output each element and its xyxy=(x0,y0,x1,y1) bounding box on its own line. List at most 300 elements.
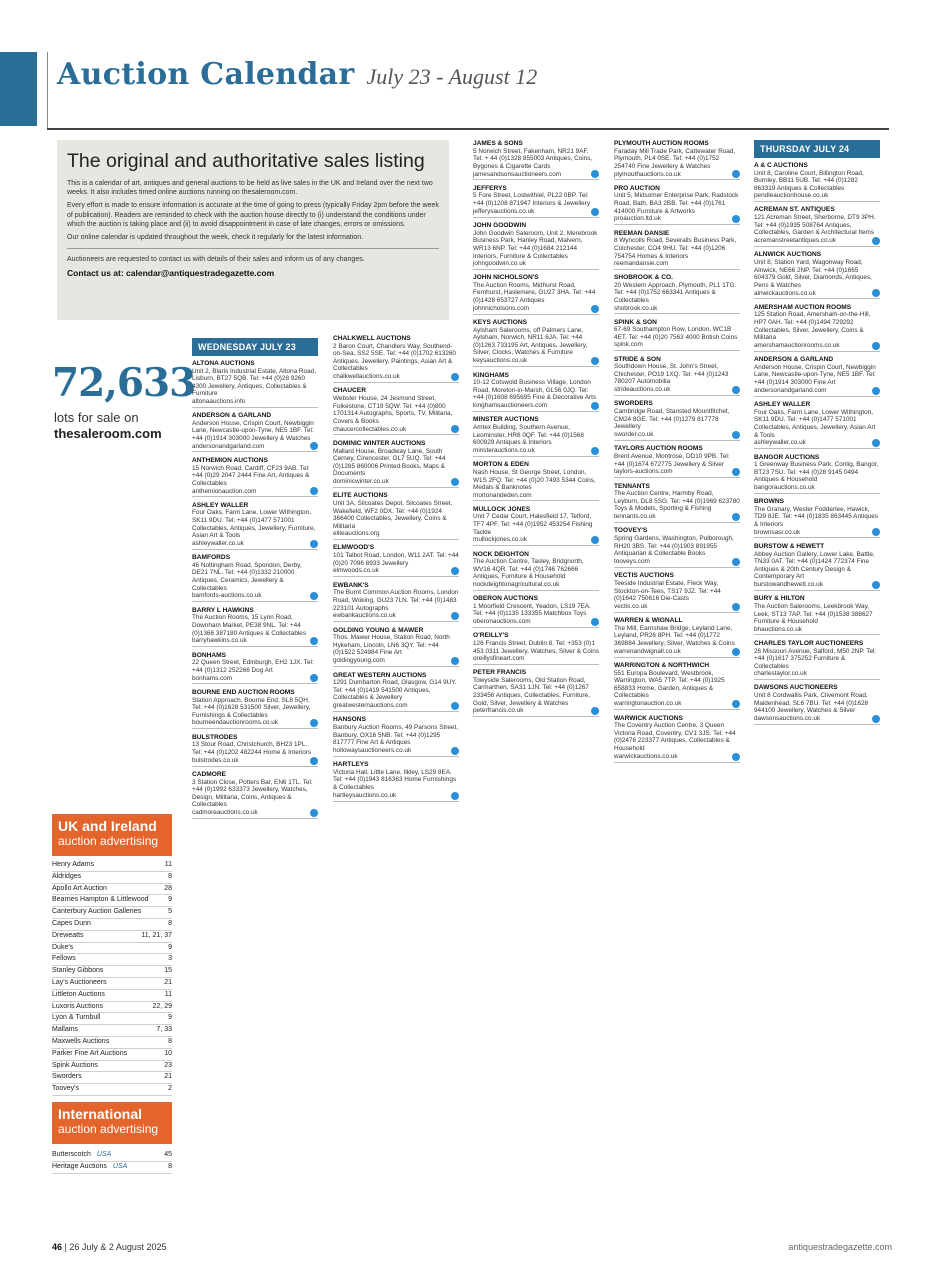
adv-page: 2 xyxy=(168,1085,172,1093)
online-check-icon xyxy=(451,373,459,381)
auction-entry xyxy=(192,412,318,452)
auction-name: AMERSHAM AUCTION ROOMS xyxy=(754,303,852,311)
adv-row[interactable] xyxy=(52,943,172,955)
title-dates: July 23 - August 12 xyxy=(366,64,538,89)
auction-url-row[interactable] xyxy=(614,648,740,658)
auction-url-row[interactable] xyxy=(754,528,880,538)
auction-details: Unit 5, Midsomer Enterprise Park, Radstock Road, Bath, BA3 2BB. Tel: +44 (0)1761 414000 Furniture & Artworks xyxy=(614,192,739,215)
auction-entry xyxy=(754,640,880,680)
auction-url[interactable]: jefferysauctions.co.uk xyxy=(473,207,535,215)
adv-row[interactable] xyxy=(52,1025,172,1037)
auction-entry xyxy=(754,401,880,449)
auction-url[interactable]: sworder.co.uk xyxy=(614,431,654,439)
auction-entry xyxy=(754,206,880,246)
auction-url-row[interactable] xyxy=(614,468,740,478)
auction-url-row[interactable] xyxy=(192,637,318,647)
online-check-icon xyxy=(451,702,459,710)
listing-column-5 xyxy=(754,140,880,729)
auction-url[interactable]: alnwickauctions.co.uk xyxy=(754,289,816,297)
auction-url-row[interactable] xyxy=(473,305,599,315)
auction-name: DAWSONS AUCTIONEERS xyxy=(754,684,838,692)
auction-url[interactable]: mullockjones.co.uk xyxy=(473,536,527,544)
auction-name: MINSTER AUCTIONS xyxy=(473,416,539,424)
auction-url[interactable]: burstowandhewett.co.uk xyxy=(754,581,823,589)
adv-row[interactable] xyxy=(52,1013,172,1025)
auction-url[interactable]: ewbankauctions.co.uk xyxy=(333,612,396,620)
adv-name: Sworders xyxy=(52,1073,82,1081)
auction-details: 13 Stour Road, Christchurch, BH23 1PL. Tel: +44 (0)1202 482244 Home & Interiors xyxy=(192,741,312,756)
adv-name: Apollo Art Auction xyxy=(52,884,107,892)
online-check-icon xyxy=(310,719,318,727)
auction-details: 26 Missouri Avenue, Salford, M50 2NP. Tel: +44 (0)1617 375252 Furniture & Collectables xyxy=(754,647,877,670)
auction-name: BURY & HILTON xyxy=(754,595,805,603)
auction-url-row[interactable] xyxy=(333,657,459,667)
auction-entry xyxy=(473,461,599,501)
auction-url[interactable]: vectis.co.uk xyxy=(614,602,648,610)
auction-url[interactable]: brownsasr.co.uk xyxy=(754,528,801,536)
auction-url[interactable]: spink.com xyxy=(614,341,643,349)
adv-row[interactable] xyxy=(52,1002,172,1014)
online-check-icon xyxy=(732,700,740,708)
auction-url[interactable]: johnnicholsons.com xyxy=(473,304,530,312)
auction-entry xyxy=(754,498,880,538)
footer-site[interactable]: antiquestradegazette.com xyxy=(788,1242,892,1252)
auction-url[interactable]: warwickauctions.co.uk xyxy=(614,752,678,760)
auction-name: PLYMOUTH AUCTION ROOMS xyxy=(614,140,709,147)
auction-name: JEFFERYS xyxy=(473,184,507,192)
auction-url[interactable]: warringtonauction.co.uk xyxy=(614,700,682,708)
auction-details: Cambridge Road, Stansted Mountfitchet, CM24 8GE. Tel: +44 (0)1279 817778 Jewellery xyxy=(614,408,730,431)
auction-url[interactable]: bulstrodes.co.uk xyxy=(192,756,239,764)
auction-url[interactable]: chaucercollectables.co.uk xyxy=(333,425,407,433)
adv-row[interactable] xyxy=(52,907,172,919)
auction-url-row[interactable] xyxy=(473,581,599,591)
auction-name: KINGHAMS xyxy=(473,371,509,379)
auction-url[interactable]: minsterauctions.co.uk xyxy=(473,447,535,455)
auction-details: 3 Station Close, Potters Bar, EN6 1TL. Tel: +44 (0)1992 633373 Jewellery, Watches, Design, Militaria, Coins, Antiques & Collectables xyxy=(192,778,313,809)
auction-url[interactable]: hartleysauctions.co.uk xyxy=(333,791,397,799)
adv-name: Fellows xyxy=(52,955,76,963)
auction-details: Abbey Auction Gallery, Lower Lake, Battle, TN33 0AT. Tel: +44 (0)1424 772374 Fine Antiques & 20th Century Design & Contemporary Art xyxy=(754,550,875,581)
adv-name: Spink Auctions xyxy=(52,1061,98,1069)
auction-entry xyxy=(754,684,880,724)
auction-entry xyxy=(473,372,599,412)
auction-entry xyxy=(754,595,880,635)
auction-url[interactable]: andersonandgarland.com xyxy=(192,442,265,450)
auction-url-row[interactable] xyxy=(473,170,599,180)
auction-details: Spring Gardens, Washington, Pulborough, RH20 3BS. Tel: +44 (0)1903 891955 Antiquarian & Collectable Books xyxy=(614,535,734,558)
auction-url[interactable]: oberonauctions.com xyxy=(473,618,531,626)
adv-page: 7, 33 xyxy=(156,1026,172,1034)
auction-name: VECTIS AUCTIONS xyxy=(614,572,674,580)
adv-row[interactable] xyxy=(52,1049,172,1061)
uk-adv-sub: auction advertising xyxy=(58,834,159,848)
auction-url[interactable]: barryhawkins.co.uk xyxy=(192,637,247,645)
adv-row[interactable] xyxy=(52,1150,172,1162)
adv-row[interactable] xyxy=(52,895,172,907)
adv-name: Duke's xyxy=(52,943,74,951)
auction-entry xyxy=(614,527,740,567)
contact-email[interactable]: Contact us at: calendar@antiquestradegazette.com xyxy=(67,268,275,279)
auction-entry xyxy=(614,356,740,396)
online-check-icon xyxy=(872,289,880,297)
auction-url-row[interactable] xyxy=(614,700,740,710)
auction-entry xyxy=(614,185,740,225)
uk-adv-heading: UK and Ireland xyxy=(58,818,157,834)
auction-url-row[interactable] xyxy=(333,425,459,435)
auction-details: 121 Acreman Street, Sherborne, DT9 3PH. Tel: +44 (0)1935 508764 Antiques, Collectables, Garden & Architectural Items xyxy=(754,214,876,237)
auction-entry xyxy=(614,715,740,763)
auction-url-row[interactable] xyxy=(754,439,880,449)
auction-name: JOHN NICHOLSON'S xyxy=(473,274,539,282)
auction-url[interactable]: bourneendauctionrooms.co.uk xyxy=(192,719,278,727)
lots-line2[interactable]: thesaleroom.com xyxy=(54,426,162,441)
auction-entry xyxy=(333,761,459,801)
auction-entry xyxy=(614,274,740,314)
auction-url-row[interactable] xyxy=(473,536,599,546)
intro-para2: Every effort is made to ensure information is accurate at the time of going to press (typically Friday 2pm before the week of publication). Readers are reminded to check with the auction house directly to (i) understand the conditions under which the auction is taking place and (ii) to avoid disappointment in case of late changes, errors or omissions. xyxy=(67,202,439,228)
auction-entry xyxy=(473,319,599,367)
adv-name: Maxwells Auctions xyxy=(52,1037,110,1045)
auction-url[interactable]: anthemionauction.com xyxy=(192,487,257,495)
adv-row[interactable] xyxy=(52,1084,172,1096)
online-check-icon xyxy=(310,809,318,817)
auction-name: BROWNS xyxy=(754,498,785,506)
adv-row[interactable] xyxy=(52,860,172,872)
adv-row[interactable] xyxy=(52,919,172,931)
auction-url-row[interactable] xyxy=(614,753,740,763)
auction-url[interactable]: tennants.co.uk xyxy=(614,513,656,521)
adv-page: 8 xyxy=(168,1037,172,1045)
online-check-icon xyxy=(310,674,318,682)
auction-url-row[interactable] xyxy=(754,237,880,247)
adv-name: Lay's Auctioneers xyxy=(52,978,107,986)
auction-url-row[interactable] xyxy=(333,792,459,802)
adv-row[interactable] xyxy=(52,978,172,990)
auction-name: JOHN GOODWIN xyxy=(473,222,527,230)
auction-entry xyxy=(754,543,880,591)
auction-name: TENNANTS xyxy=(614,482,650,490)
auction-entry xyxy=(754,162,880,202)
adv-name: Bearnes Hampton & Littlewood xyxy=(52,896,149,904)
online-check-icon xyxy=(591,357,599,365)
auction-name: ACREMAN ST. ANTIQUES xyxy=(754,206,835,214)
adv-row[interactable] xyxy=(52,1162,172,1174)
auction-url[interactable]: jamesandsonsauctioneers.com xyxy=(473,170,562,178)
auction-details: Amtex Building, Southern Avenue, Leominster, HR6 0QF. Tel: +44 (0)1568 600929 Antiques & Interiors xyxy=(473,424,584,447)
auction-url[interactable]: amershamauctionrooms.co.uk xyxy=(754,341,840,349)
auction-url[interactable]: greatwesternauctions.com xyxy=(333,702,408,710)
auction-url[interactable]: chalkwellauctions.co.uk xyxy=(333,373,400,381)
adv-page: 23 xyxy=(164,1061,172,1069)
auction-url-row[interactable] xyxy=(333,747,459,757)
auction-details: 8 Wyncolls Road, Severalls Business Park, Colchester, CO4 9HU. Tel: +44 (0)1206 754754 Homes & Interiors xyxy=(614,237,737,260)
auction-url-row[interactable] xyxy=(754,581,880,591)
auction-details: The Mill, Earnshaw Bridge, Leyland Lane, Leyland, PR26 8PH. Tel: +44 (0)1772 369884 Jewellery, Silver, Watches & Coins xyxy=(614,624,735,647)
auction-name: WARRINGTON & NORTHWICH xyxy=(614,662,710,670)
auction-details: The Auction Centre, Tasley, Bridgnorth, WV16 4QR. Tel: +44 (0)1746 762666 Antiques, Furniture & Household xyxy=(473,558,584,581)
auction-url[interactable]: reemandansie.com xyxy=(614,260,669,268)
online-check-icon xyxy=(451,478,459,486)
adv-row[interactable] xyxy=(52,1037,172,1049)
auction-url-row[interactable] xyxy=(473,707,599,717)
auction-url-row[interactable] xyxy=(192,398,318,408)
auction-url-row[interactable] xyxy=(192,674,318,684)
adv-row[interactable] xyxy=(52,1072,172,1084)
auction-url[interactable]: tooveys.com xyxy=(614,558,650,566)
auction-details: 125 Station Road, Amersham-on-the-Hill, HP7 0AH. Tel: +44 (0)1494 729292 Collectables, Silver, Jewellery, Coins & Militaria xyxy=(754,311,871,342)
auction-url-row[interactable] xyxy=(192,487,318,497)
auction-url-row[interactable] xyxy=(333,530,459,540)
auction-url[interactable]: nockdeightonagricultural.co.uk xyxy=(473,581,560,589)
auction-url-row[interactable] xyxy=(473,208,599,218)
auction-url-row[interactable] xyxy=(473,492,599,502)
auction-details: Mallard House, Broadway Lane, South Cerney, Cirencester, GL7 5UQ. Tel: +44 (0)1285 860006 Printed Books, Maps & Documents xyxy=(333,447,446,478)
auction-url-row[interactable] xyxy=(333,702,459,712)
auction-url-row[interactable] xyxy=(473,447,599,457)
auction-name: JAMES & SONS xyxy=(473,140,523,147)
auction-details: Unit 8, Caroline Court, Billington Road, Burnley, BB11 5UB. Tel: +44 (0)1282 863319 Antiques & Collectables xyxy=(754,169,864,192)
adv-row[interactable] xyxy=(52,884,172,896)
auction-url[interactable]: johngoodwin.co.uk xyxy=(473,260,526,268)
auction-url-row[interactable] xyxy=(754,715,880,725)
auction-name: TAYLORS AUCTION ROOMS xyxy=(614,445,703,453)
auction-url-row[interactable] xyxy=(614,603,740,613)
online-check-icon xyxy=(872,715,880,723)
adv-name: Luxoris Auctions xyxy=(52,1002,103,1010)
auction-url[interactable]: bangorauctions.co.uk xyxy=(754,484,815,491)
auction-details: Faraday Mill Trade Park, Cattewater Road, Plymouth, PL4 0SE. Tel: +44 (0)1752 254740 Fine Jewellery & Watches xyxy=(614,147,736,170)
auction-entry xyxy=(473,222,599,270)
auction-url[interactable]: pendleauctionhouse.co.uk xyxy=(754,192,829,200)
intro-box xyxy=(57,140,449,320)
auction-url-row[interactable] xyxy=(192,719,318,729)
auction-url-row[interactable] xyxy=(333,567,459,577)
auction-url[interactable]: cadmoreauctions.co.uk xyxy=(192,809,258,817)
auction-url[interactable]: elmwoods.co.uk xyxy=(333,567,379,575)
auction-entry xyxy=(473,632,599,664)
intl-adv-list xyxy=(52,1150,172,1174)
adv-page: 11, 21, 37 xyxy=(141,931,172,939)
auction-url-row[interactable] xyxy=(754,670,880,680)
auction-url-row[interactable] xyxy=(754,289,880,299)
auction-url[interactable]: ashleywaller.co.uk xyxy=(192,539,244,547)
auction-name: TOOVEY'S xyxy=(614,527,648,535)
intl-adv-sub: auction advertising xyxy=(58,1122,159,1136)
auction-details: The Granary, Wester Fodderlee, Hawick, TD9 8JE. Tel: +44 (0)1835 863445 Antiques & Interiors xyxy=(754,505,879,528)
auction-entry xyxy=(333,672,459,712)
auction-url[interactable]: proauction.ltd.uk xyxy=(614,215,661,223)
adv-name: Canterbury Auction Galleries xyxy=(52,908,142,916)
auction-url-row[interactable] xyxy=(192,809,318,819)
auction-details: Unit 7 Cedar Court, Halesfield 17, Telford, TF7 4PF. Tel: +44 (0)1952 453254 Fishing Tackle xyxy=(473,513,593,536)
auction-entry xyxy=(192,502,318,550)
auction-entry xyxy=(333,582,459,622)
auction-url[interactable]: ashleywaller.co.uk xyxy=(754,439,806,447)
listing-column-1 xyxy=(192,338,318,824)
online-check-icon xyxy=(591,536,599,544)
auction-name: WARREN & WIGNALL xyxy=(614,617,683,625)
auction-url-row[interactable] xyxy=(192,540,318,550)
auction-url-row[interactable] xyxy=(614,558,740,568)
auction-url-row[interactable] xyxy=(192,442,318,452)
auction-url-row[interactable] xyxy=(614,513,740,523)
auction-url[interactable]: bonhams.com xyxy=(192,674,233,682)
online-check-icon xyxy=(872,237,880,245)
auction-name: STRIDE & SON xyxy=(614,355,661,363)
auction-name: KEYS AUCTIONS xyxy=(473,319,527,327)
auction-url-row[interactable] xyxy=(754,387,880,397)
auction-entry xyxy=(333,492,459,540)
auction-entry xyxy=(614,230,740,270)
lots-line1: lots for sale on xyxy=(54,410,139,425)
auction-details: 2 Baron Court, Chandlers Way, Southend-on-Sea, SS2 5SE. Tel: +44 (0)1702 613260 Antiques, Jewellery, Paintings, Asian Art & Collectables xyxy=(333,342,456,373)
adv-name: Butterscotch xyxy=(52,1151,91,1158)
online-check-icon xyxy=(310,442,318,450)
auction-name: OBERON AUCTIONS xyxy=(473,595,538,603)
adv-row[interactable] xyxy=(52,990,172,1002)
auction-url-row[interactable] xyxy=(614,215,740,225)
auction-url[interactable]: altonaauctions.info xyxy=(192,397,246,405)
auction-name: PETER FRANCIS xyxy=(473,669,527,677)
auction-entry xyxy=(473,140,599,180)
auction-url-row[interactable] xyxy=(614,305,740,315)
auction-url-row[interactable] xyxy=(754,626,880,636)
auction-url[interactable]: dawsonsauctions.co.uk xyxy=(754,714,821,722)
auction-url-row[interactable] xyxy=(333,373,459,383)
adv-row[interactable] xyxy=(52,931,172,943)
auction-url[interactable]: dominicwinter.co.uk xyxy=(333,478,389,486)
auction-entry xyxy=(754,454,880,494)
auction-name: CHALKWELL AUCTIONS xyxy=(333,335,411,342)
listing-column-2 xyxy=(333,335,459,806)
auction-url[interactable]: kinghamsauctioneers.com xyxy=(473,402,548,410)
online-check-icon xyxy=(732,386,740,394)
auction-url-row[interactable] xyxy=(473,402,599,412)
auction-url-row[interactable] xyxy=(614,386,740,396)
auction-details: 1 Moorfield Crescent, Yeadon, LS19 7EA. Tel: +44 (0)1135 133355 Matchbox Toys xyxy=(473,602,591,618)
auction-url-row[interactable] xyxy=(333,478,459,488)
auction-name: NOCK DEIGHTON xyxy=(473,550,529,558)
auction-name: O'REILLY'S xyxy=(473,632,509,640)
auction-url[interactable]: keysauctions.co.uk xyxy=(473,357,527,365)
auction-url[interactable]: charlestaylor.co.uk xyxy=(754,670,807,678)
auction-url-row[interactable] xyxy=(614,260,740,270)
auction-details: Unit 8 Cordwallis Park, Clivemont Road, Maidenhead, SL6 7BU. Tel: +44 (0)1628 944100 Jewellery, Watches & Silver xyxy=(754,691,869,715)
auction-entry xyxy=(754,304,880,352)
auction-url-row[interactable] xyxy=(754,192,880,202)
footer-sep: | xyxy=(64,1242,67,1252)
auction-details: 10-12 Cotswold Business Village, London Road, Moreton-in-Marsh, GL56 0JQ. Tel: +44 (0)1608 695695 Fine & Decorative Arts xyxy=(473,379,597,402)
online-check-icon xyxy=(310,540,318,548)
adv-page: 8 xyxy=(168,872,172,880)
section-tab xyxy=(0,52,37,126)
adv-name: Parker Fine Art Auctions xyxy=(52,1049,128,1057)
adv-row[interactable] xyxy=(52,966,172,978)
online-check-icon xyxy=(732,603,740,611)
auction-url[interactable]: goldingyoung.com xyxy=(333,657,385,665)
auction-url[interactable]: shobrook.co.uk xyxy=(614,304,658,312)
adv-row[interactable] xyxy=(52,954,172,966)
auction-url-row[interactable] xyxy=(614,170,740,180)
adv-page: 15 xyxy=(164,967,172,975)
auction-entry xyxy=(754,356,880,396)
auction-url-row[interactable] xyxy=(614,341,740,351)
auction-url[interactable]: strideauctions.co.uk xyxy=(614,386,671,394)
auction-details: The Auction Rooms, 15 Lynn Road, Downham Market, PE38 9NL. Tel: +44 (0)1366 387180 Antiques & Collectables xyxy=(192,614,307,637)
online-check-icon xyxy=(591,402,599,410)
auction-details: Brent Avenue, Montrose, DD10 9PB. Tel: +44 (0)1674 672775 Jewellery & Silver xyxy=(614,452,730,468)
auction-url-row[interactable] xyxy=(192,757,318,767)
online-check-icon xyxy=(310,757,318,765)
auction-name: ELMWOOD'S xyxy=(333,544,375,552)
adv-page: 5 xyxy=(168,908,172,916)
online-check-icon xyxy=(591,618,599,626)
auction-url[interactable]: warrenandwignall.co.uk xyxy=(614,647,681,655)
online-check-icon xyxy=(732,431,740,439)
auction-details: 551 Europa Boulevard, Westbrook, Warrington, WA5 7TP. Tel: +44 (0)1925 658833 Home, Garden, Antiques & Collectables xyxy=(614,669,725,700)
auction-url[interactable]: eliteauctions.org xyxy=(333,530,380,538)
auction-url[interactable]: andersonandgarland.com xyxy=(754,386,827,394)
auction-url-row[interactable] xyxy=(754,342,880,352)
footer-issue: 26 July & 2 August 2025 xyxy=(69,1242,167,1252)
adv-name: Dreweatts xyxy=(52,931,84,939)
adv-name: Littleton Auctions xyxy=(52,990,105,998)
online-check-icon xyxy=(732,753,740,761)
auction-url-row[interactable] xyxy=(473,655,599,665)
auction-entry xyxy=(333,627,459,667)
auction-url-row[interactable] xyxy=(754,484,880,494)
listing-column-3 xyxy=(473,140,599,722)
auction-url[interactable]: bamfords-auctions.co.uk xyxy=(192,592,262,600)
auction-url[interactable]: taylors-auctions.com xyxy=(614,468,673,476)
page-title xyxy=(57,57,537,92)
auction-url[interactable]: plymouthauctions.co.uk xyxy=(614,170,681,178)
auction-url-row[interactable] xyxy=(473,260,599,270)
auction-url-row[interactable] xyxy=(614,431,740,441)
adv-page: 22, 29 xyxy=(152,1002,172,1010)
auction-entry xyxy=(192,457,318,497)
auction-url-row[interactable] xyxy=(473,357,599,367)
title-main: Auction Calendar xyxy=(57,57,355,92)
auction-entry xyxy=(473,416,599,456)
auction-url[interactable]: acremanstreetantiques.co.uk xyxy=(754,237,837,245)
adv-row[interactable] xyxy=(52,1061,172,1073)
auction-details: Unit 8, Station Yard, Wagonway Road, Alnwick, NE66 2NP. Tel: +44 (0)1665 604379 Gold, Silver, Diamonds, Antiques, Pens & Watches xyxy=(754,258,872,289)
auction-url[interactable]: mortonandeden.com xyxy=(473,491,532,499)
auction-details: Aylsham Salerooms, off Palmers Lane, Aylsham, Norwich, NR11 6JA. Tel: +44 (0)1263 733195 Art, Antiques, Jewellery, Silver, Clocks, Watches & Furniture xyxy=(473,326,588,357)
auction-name: REEMAN DANSIE xyxy=(614,229,670,237)
adv-row[interactable] xyxy=(52,872,172,884)
auction-details: Unit 3A, Silcoates Depot, Silcoates Street, Wakefield, WF2 0DX. Tel: +44 (0)1924 366400 Collectables, Jewellery, Coins & Militaria xyxy=(333,500,453,530)
auction-url-row[interactable] xyxy=(333,612,459,622)
auction-name: BARRY L HAWKINS xyxy=(192,606,254,614)
auction-url[interactable]: bhauctions.co.uk xyxy=(754,625,802,633)
auction-url[interactable]: hollowaysauctioneers.co.uk xyxy=(333,746,412,754)
adv-name: Heritage Auctions xyxy=(52,1162,107,1170)
auction-details: Anderson House, Crispin Court, Newbiggin Lane, Newcastle-upon-Tyne, NE5 1BF. Tel: +44 (0)1914 303000 Fine Art xyxy=(754,363,876,387)
auction-url[interactable]: oreillysfineart.com xyxy=(473,655,525,663)
auction-url-row[interactable] xyxy=(192,592,318,602)
auction-entry xyxy=(473,595,599,628)
auction-url[interactable]: peterfrancis.co.uk xyxy=(473,707,524,715)
auction-entry xyxy=(614,140,740,180)
auction-details: Webster House, 24 Jesmond Street, Folkestone, CT19 5QW. Tel: +44 (0)800 1701314 Autographs, Sports, TV, Militaria, Covers & Books xyxy=(333,395,453,425)
auction-url-row[interactable] xyxy=(473,618,599,628)
online-check-icon xyxy=(872,439,880,447)
adv-page: 8 xyxy=(168,1162,172,1170)
auction-entry xyxy=(614,319,740,351)
